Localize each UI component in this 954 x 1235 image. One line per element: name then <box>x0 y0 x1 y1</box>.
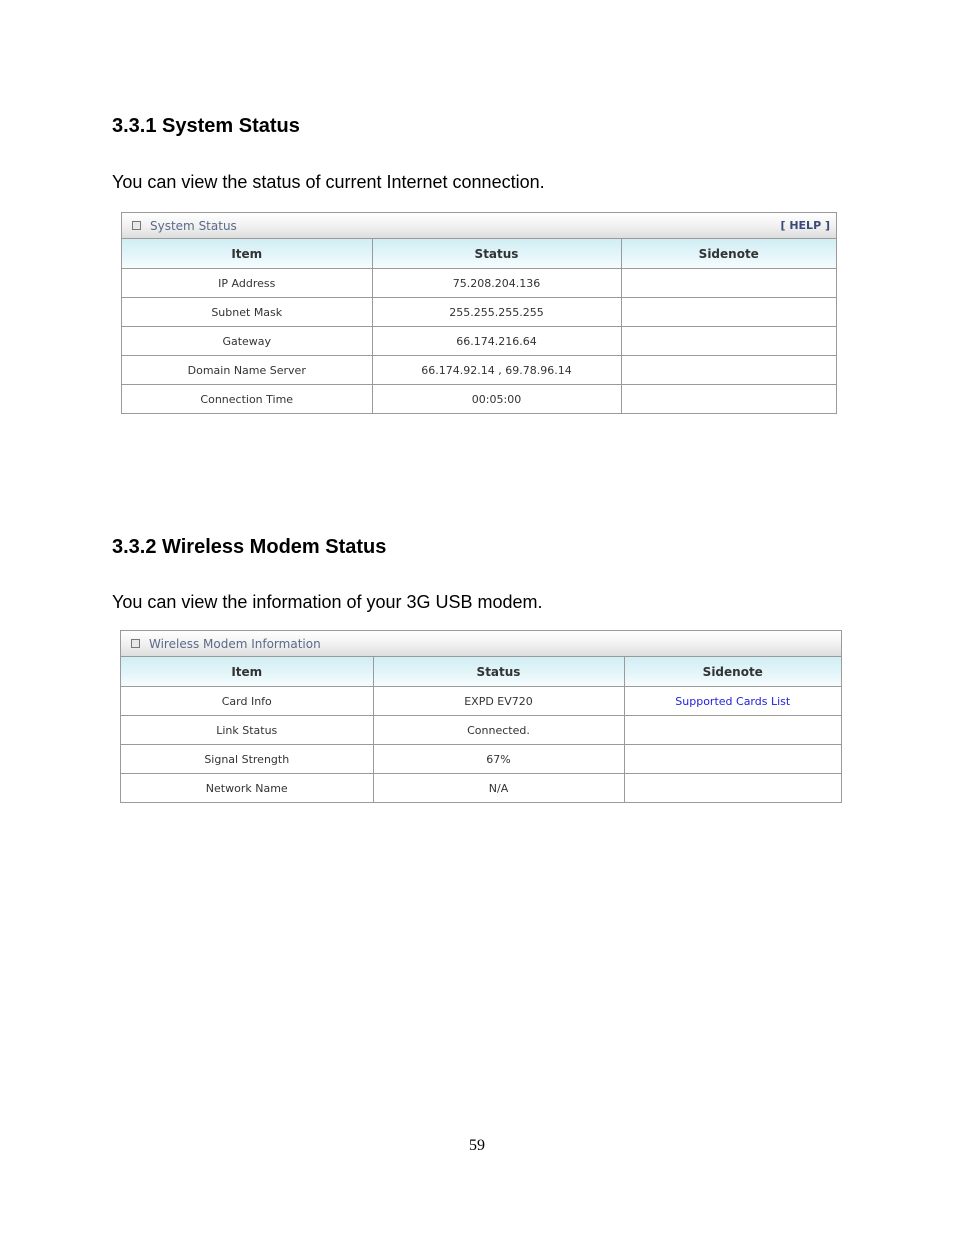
sidenote-cell <box>624 716 841 745</box>
column-header-sidenote: Sidenote <box>624 657 841 687</box>
system-status-table <box>122 239 836 413</box>
item-cell: Signal Strength <box>121 745 373 774</box>
panel-title: System Status <box>150 218 237 233</box>
sidenote-cell <box>624 687 841 716</box>
table-row <box>122 269 836 298</box>
panel-header <box>122 213 836 239</box>
section-heading-system-status: 3.3.1 System Status <box>112 115 300 137</box>
wireless-modem-panel <box>120 630 842 803</box>
column-header-item: Item <box>121 657 373 687</box>
status-cell: 255.255.255.255 <box>372 298 621 327</box>
section-description-wireless-modem: You can view the information of your 3G USB modem. <box>112 592 543 612</box>
column-header-status: Status <box>373 657 624 687</box>
panel-header <box>121 631 841 657</box>
sidenote-cell <box>624 745 841 774</box>
column-header-sidenote: Sidenote <box>621 239 836 269</box>
page-number: 59 <box>469 1137 485 1154</box>
sidenote-cell <box>624 774 841 803</box>
item-cell: Gateway <box>122 327 372 356</box>
sidenote-cell <box>621 269 836 298</box>
table-row <box>121 774 841 803</box>
table-row <box>121 687 841 716</box>
sidenote-cell <box>621 327 836 356</box>
status-cell: 66.174.92.14 , 69.78.96.14 <box>372 356 621 385</box>
item-cell: Link Status <box>121 716 373 745</box>
table-row <box>122 385 836 414</box>
sidenote-cell <box>621 385 836 414</box>
status-cell: N/A <box>373 774 624 803</box>
panel-box-icon <box>132 221 141 230</box>
status-cell: 75.208.204.136 <box>372 269 621 298</box>
table-row <box>121 745 841 774</box>
table-row <box>122 356 836 385</box>
sidenote-cell <box>621 356 836 385</box>
table-row <box>121 716 841 745</box>
panel-title: Wireless Modem Information <box>149 636 321 651</box>
system-status-panel <box>121 212 837 414</box>
item-cell: Subnet Mask <box>122 298 372 327</box>
help-link[interactable]: [ HELP ] <box>780 219 830 232</box>
supported-cards-list-link[interactable]: Supported Cards List <box>675 694 791 708</box>
status-cell: Connected. <box>373 716 624 745</box>
status-cell: 66.174.216.64 <box>372 327 621 356</box>
section-heading-wireless-modem-status: 3.3.2 Wireless Modem Status <box>112 536 387 558</box>
item-cell: Connection Time <box>122 385 372 414</box>
status-cell: 00:05:00 <box>372 385 621 414</box>
item-cell: Card Info <box>121 687 373 716</box>
status-cell: 67% <box>373 745 624 774</box>
panel-box-icon <box>131 639 140 648</box>
section-description-system-status: You can view the status of current Internet connection. <box>112 172 545 192</box>
status-cell: EXPD EV720 <box>373 687 624 716</box>
sidenote-cell <box>621 298 836 327</box>
column-header-status: Status <box>372 239 621 269</box>
wireless-modem-table <box>121 657 841 802</box>
table-row <box>122 327 836 356</box>
item-cell: Network Name <box>121 774 373 803</box>
item-cell: IP Address <box>122 269 372 298</box>
item-cell: Domain Name Server <box>122 356 372 385</box>
table-row <box>122 298 836 327</box>
column-header-item: Item <box>122 239 372 269</box>
